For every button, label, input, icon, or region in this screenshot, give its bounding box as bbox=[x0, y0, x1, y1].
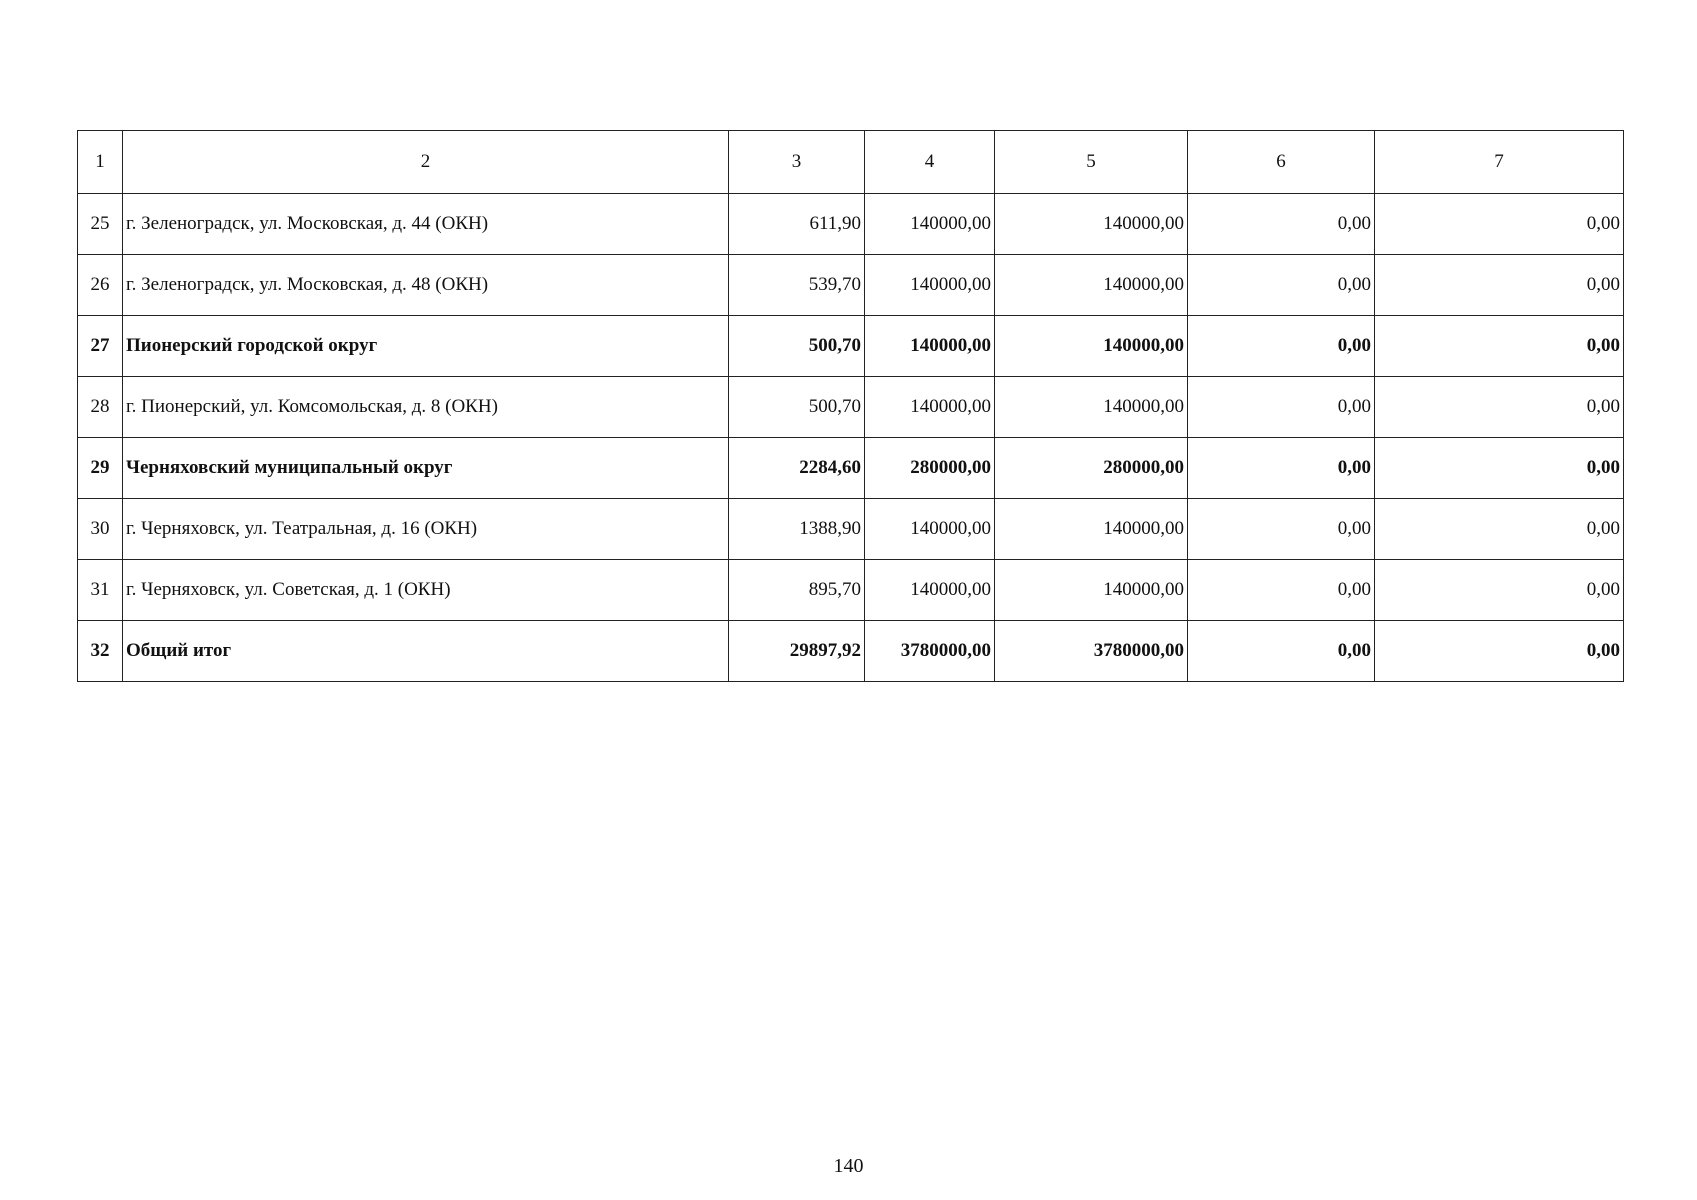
col-6-value-cell: 0,00 bbox=[1188, 255, 1375, 316]
row-number-cell: 32 bbox=[78, 621, 123, 682]
col-6-value-cell: 0,00 bbox=[1188, 560, 1375, 621]
col-5-value-cell: 140000,00 bbox=[995, 377, 1188, 438]
table-row bbox=[78, 621, 1624, 682]
col-6-value-cell: 0,00 bbox=[1188, 377, 1375, 438]
header-cell: 3 bbox=[729, 131, 865, 194]
col-4-value-cell: 140000,00 bbox=[865, 377, 995, 438]
col-4-value-cell: 140000,00 bbox=[865, 194, 995, 255]
col-5-value-cell: 280000,00 bbox=[995, 438, 1188, 499]
data-table bbox=[77, 130, 1624, 682]
col-6-value-cell: 0,00 bbox=[1188, 499, 1375, 560]
col-3-value-cell: 895,70 bbox=[729, 560, 865, 621]
table-row bbox=[78, 499, 1624, 560]
col-6-value-cell: 0,00 bbox=[1188, 316, 1375, 377]
object-name-cell: Пионерский городской округ bbox=[123, 316, 729, 377]
header-row bbox=[78, 131, 1624, 194]
col-5-value-cell: 140000,00 bbox=[995, 255, 1188, 316]
object-name-cell: г. Зеленоградск, ул. Московская, д. 44 (ОКН) bbox=[123, 194, 729, 255]
row-number-cell: 29 bbox=[78, 438, 123, 499]
col-4-value-cell: 140000,00 bbox=[865, 560, 995, 621]
col-3-value-cell: 500,70 bbox=[729, 377, 865, 438]
header-cell: 4 bbox=[865, 131, 995, 194]
table-row bbox=[78, 560, 1624, 621]
row-number-cell: 28 bbox=[78, 377, 123, 438]
table-row bbox=[78, 438, 1624, 499]
object-name-cell: г. Черняховск, ул. Советская, д. 1 (ОКН) bbox=[123, 560, 729, 621]
col-7-value-cell: 0,00 bbox=[1375, 438, 1624, 499]
row-number-cell: 26 bbox=[78, 255, 123, 316]
row-number-cell: 30 bbox=[78, 499, 123, 560]
row-number-cell: 31 bbox=[78, 560, 123, 621]
col-4-value-cell: 280000,00 bbox=[865, 438, 995, 499]
object-name-cell: г. Зеленоградск, ул. Московская, д. 48 (ОКН) bbox=[123, 255, 729, 316]
table-row bbox=[78, 316, 1624, 377]
table-row bbox=[78, 194, 1624, 255]
col-5-value-cell: 3780000,00 bbox=[995, 621, 1188, 682]
col-5-value-cell: 140000,00 bbox=[995, 316, 1188, 377]
col-7-value-cell: 0,00 bbox=[1375, 316, 1624, 377]
col-5-value-cell: 140000,00 bbox=[995, 194, 1188, 255]
col-5-value-cell: 140000,00 bbox=[995, 499, 1188, 560]
col-4-value-cell: 140000,00 bbox=[865, 499, 995, 560]
object-name-cell: Общий итог bbox=[123, 621, 729, 682]
col-4-value-cell: 140000,00 bbox=[865, 316, 995, 377]
table-row bbox=[78, 255, 1624, 316]
header-cell: 2 bbox=[123, 131, 729, 194]
table-row bbox=[78, 377, 1624, 438]
object-name-cell: Черняховский муниципальный округ bbox=[123, 438, 729, 499]
col-7-value-cell: 0,00 bbox=[1375, 560, 1624, 621]
header-cell: 5 bbox=[995, 131, 1188, 194]
col-3-value-cell: 500,70 bbox=[729, 316, 865, 377]
header-cell: 1 bbox=[78, 131, 123, 194]
header-cell: 6 bbox=[1188, 131, 1375, 194]
col-3-value-cell: 539,70 bbox=[729, 255, 865, 316]
row-number-cell: 27 bbox=[78, 316, 123, 377]
col-3-value-cell: 2284,60 bbox=[729, 438, 865, 499]
col-3-value-cell: 1388,90 bbox=[729, 499, 865, 560]
col-3-value-cell: 29897,92 bbox=[729, 621, 865, 682]
col-7-value-cell: 0,00 bbox=[1375, 194, 1624, 255]
col-4-value-cell: 140000,00 bbox=[865, 255, 995, 316]
object-name-cell: г. Черняховск, ул. Театральная, д. 16 (ОКН) bbox=[123, 499, 729, 560]
page-number: 140 bbox=[833, 1155, 864, 1177]
col-7-value-cell: 0,00 bbox=[1375, 621, 1624, 682]
col-7-value-cell: 0,00 bbox=[1375, 377, 1624, 438]
col-6-value-cell: 0,00 bbox=[1188, 438, 1375, 499]
row-number-cell: 25 bbox=[78, 194, 123, 255]
col-5-value-cell: 140000,00 bbox=[995, 560, 1188, 621]
object-name-cell: г. Пионерский, ул. Комсомольская, д. 8 (ОКН) bbox=[123, 377, 729, 438]
col-7-value-cell: 0,00 bbox=[1375, 499, 1624, 560]
col-4-value-cell: 3780000,00 bbox=[865, 621, 995, 682]
col-6-value-cell: 0,00 bbox=[1188, 194, 1375, 255]
header-cell: 7 bbox=[1375, 131, 1624, 194]
col-6-value-cell: 0,00 bbox=[1188, 621, 1375, 682]
col-7-value-cell: 0,00 bbox=[1375, 255, 1624, 316]
col-3-value-cell: 611,90 bbox=[729, 194, 865, 255]
